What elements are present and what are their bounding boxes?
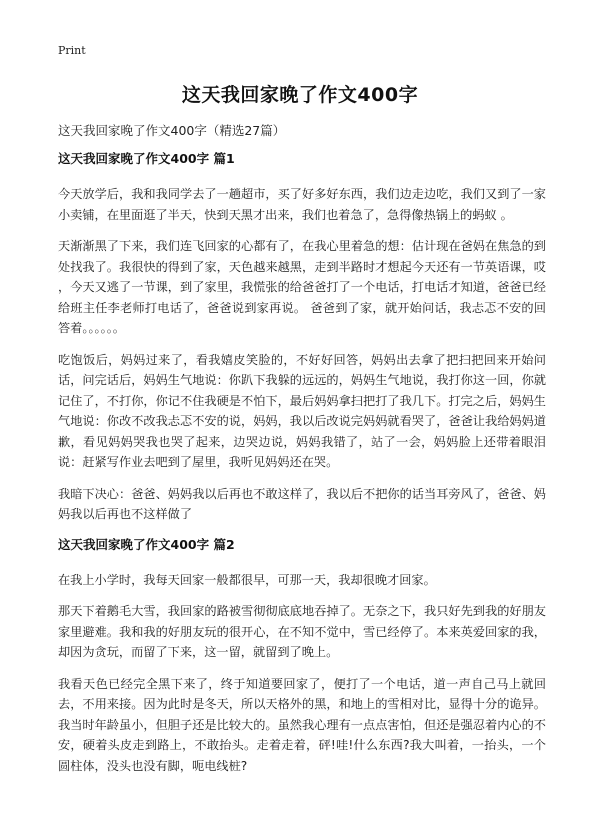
paragraph: 我暗下决心：爸爸、妈妈我以后再也不敢这样了，我以后不把你的话当耳旁风了，爸爸、妈妈我以后再也不这样做了: [58, 486, 546, 521]
section-heading: 这天我回家晚了作文400字 篇1: [58, 151, 235, 166]
paragraph: 在我上小学时，我每天回家一般都很早，可那一天，我却很晚才回家。: [58, 572, 436, 587]
paragraph: 今天放学后，我和我同学去了一趟超市，买了好多好东西，我们边走边吃，我们又到了一家小卖铺，在里面逛了半天，快到天黑才出来，我们也着急了，急得像热锅上的蚂蚁 。: [58, 187, 546, 222]
print-link[interactable]: Print: [58, 44, 86, 57]
paragraph: 那天下着鹅毛大雪，我回家的路被雪彻彻底底地吞掉了。无奈之下，我只好先到我的好朋友家里避难。我和我的好朋友玩的很开心，在不知不觉中，雪已经停了。本来英爱回家的我，却因为贪玩，而留了下来，这一留，就留到了晚上。: [58, 604, 546, 659]
paragraph: 吃饱饭后，妈妈过来了，看我嬉皮笑脸的，不好好回答，妈妈出去拿了把扫把回来开始问话，问完话后，妈妈生气地说：你趴下我躲的远远的，妈妈生气地说，我打你这一回，你就记住了，不打你，你记不住我硬是不怕下，最后妈妈拿扫把打了我几下。打完之后，妈妈生气地说：你改不改我忐忑不安的说，妈妈，我以后改说完妈妈就看哭了，爸爸让我给妈妈道歉，看见妈妈哭我也哭了起来，边哭边说，妈妈我错了，站了一会，妈妈脸上还带着眼泪说：赶紧写作业去吧到了屋里，我听见妈妈还在哭。: [58, 352, 546, 469]
paragraph: 我看天色已经完全黑下来了，终于知道要回家了，便打了一个电话，道一声自己马上就回去，不用来接。因为此时是冬天，所以天格外的黑，和地上的雪相对比，显得十分的诡异。我当时年龄虽小，但胆子还是比较大的。虽然我心理有一点点害怕，但还是强忍着内心的不安，硬着头皮走到路上，不敢抬头。走着走着，砰!哇!什么东西?我大叫着，一抬头，一个圆柱体，没头也没有脚，呃电线桩?: [58, 676, 546, 773]
article-body: [58, 150, 546, 787]
paragraph: 天渐渐黑了下来，我们连飞回家的心都有了，在我心里着急的想：估计现在爸妈在焦急的到处找我了。我很快的得到了家，天色越来越黑，走到半路时才想起今天还有一节英语课，哎 ，今天又逃了一节课，到了家里，我慌张的给爸爸打了一个电话，打电话才知道，爸爸已经给班主任李老师打电话了，爸爸说到家再说。 爸爸到了家，就开始问话，我忐忑不安的回答着。。。。。。: [58, 239, 546, 335]
section-heading: 这天我回家晚了作文400字 篇2: [58, 536, 235, 552]
page-title: 这天我回家晚了作文400字: [181, 84, 419, 106]
article-section-1: [58, 150, 546, 525]
article-section-2: [58, 536, 546, 777]
page-subtitle: 这天我回家晚了作文400字（精选27篇）: [58, 123, 286, 138]
